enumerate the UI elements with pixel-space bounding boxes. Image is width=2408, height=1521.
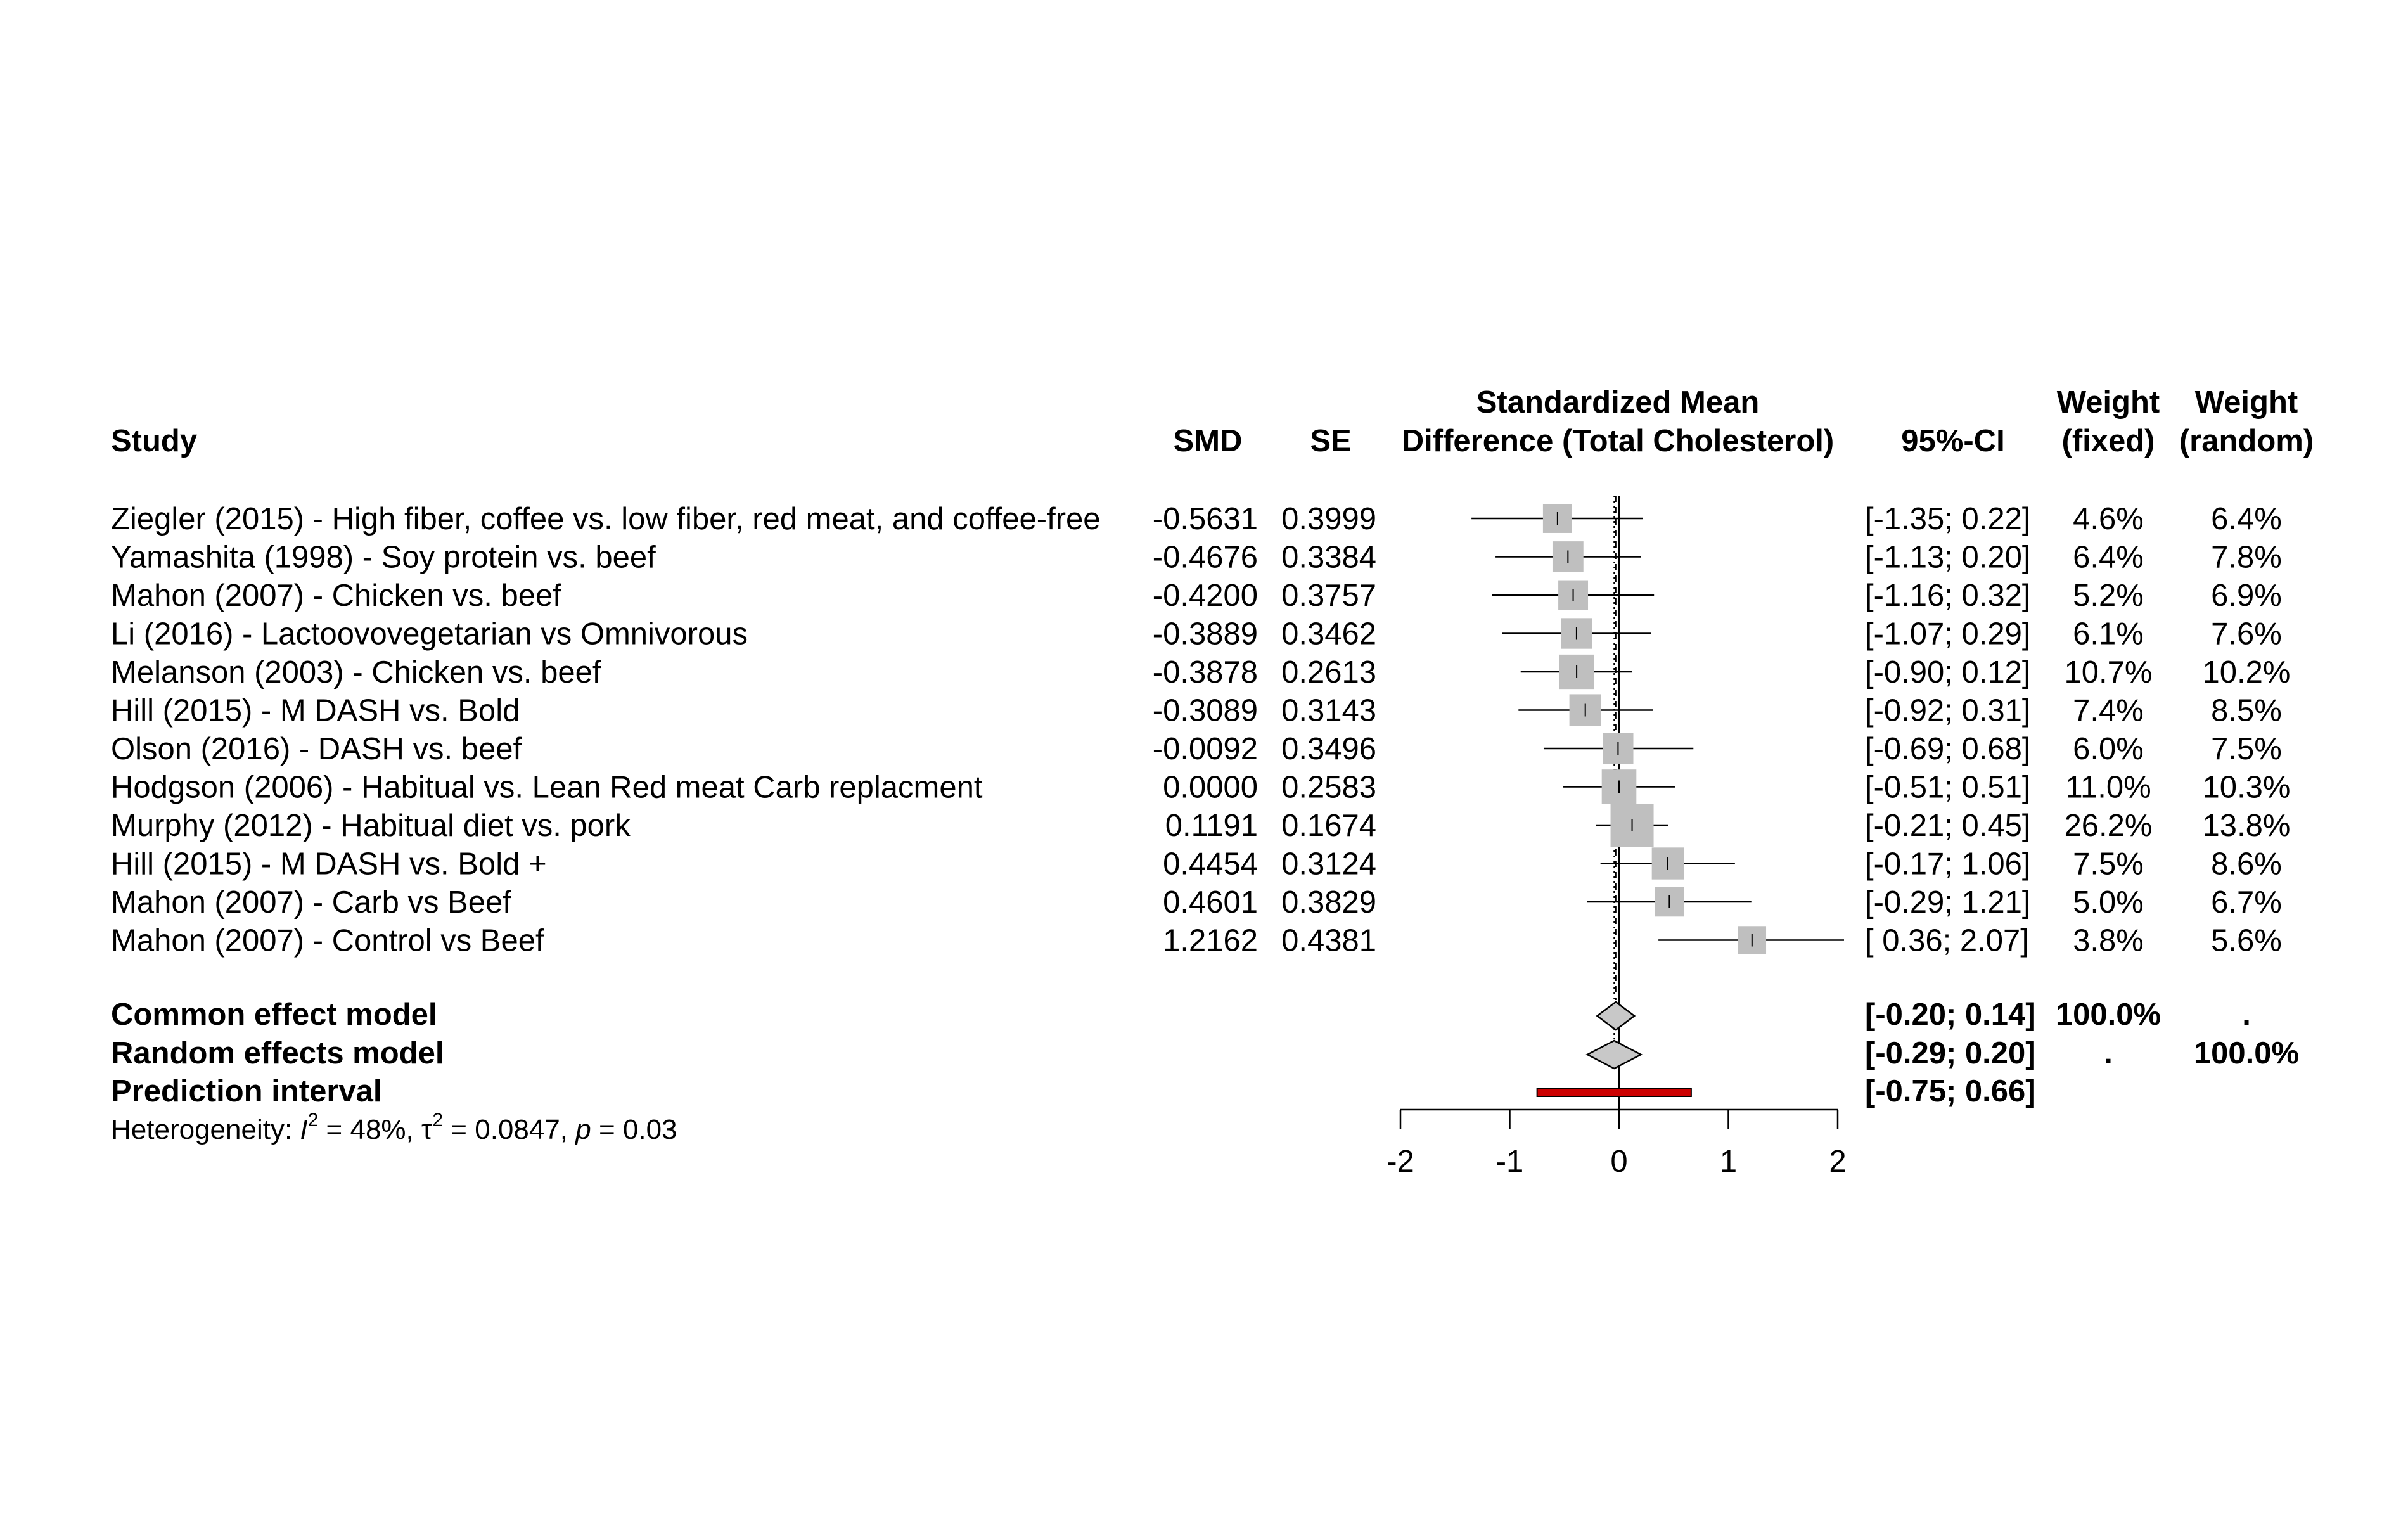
- study-weight-fixed: 5.2%: [2073, 579, 2144, 613]
- study-ci: [-0.51; 0.51]: [1865, 770, 2031, 805]
- study-weight-random: 13.8%: [2202, 809, 2291, 843]
- study-ci: [-1.07; 0.29]: [1865, 617, 2031, 651]
- study-weight-random: 10.2%: [2202, 655, 2291, 690]
- study-weight-random: 7.6%: [2211, 617, 2282, 651]
- header-ci: 95%-CI: [1901, 424, 2005, 458]
- study-se: 0.3829: [1281, 885, 1376, 920]
- het-p-symbol: p: [575, 1114, 591, 1145]
- study-smd: 1.2162: [1163, 923, 1258, 958]
- column-headers: [111, 385, 2314, 458]
- study-label: Hill (2015) - M DASH vs. Bold: [111, 693, 520, 728]
- study-ci: [-1.16; 0.32]: [1865, 579, 2031, 613]
- study-ci: [-0.29; 1.21]: [1865, 885, 2031, 920]
- study-se: 0.2583: [1281, 770, 1376, 805]
- summary-rows: [111, 998, 2299, 1108]
- study-weight-fixed: 3.8%: [2073, 923, 2144, 958]
- study-smd: -0.0092: [1152, 732, 1258, 766]
- study-label: Olson (2016) - DASH vs. beef: [111, 732, 522, 766]
- study-marker: [1601, 847, 1735, 879]
- random-effects-ci: [-0.29; 0.20]: [1865, 1036, 2036, 1070]
- study-row: [111, 579, 2282, 613]
- study-se: 0.3757: [1281, 579, 1376, 613]
- study-marker: [1544, 733, 1693, 764]
- x-tick-label: 1: [1719, 1145, 1738, 1179]
- header-plot-line2: Difference (Total Cholesterol): [1401, 424, 1835, 458]
- het-p-value: = 0.03: [591, 1114, 677, 1145]
- study-label: Ziegler (2015) - High fiber, coffee vs. low fiber, red meat, and coffee-free: [111, 502, 1101, 536]
- study-marker: [1658, 926, 1844, 954]
- study-row: [111, 924, 2282, 958]
- study-weight-random: 10.3%: [2202, 770, 2291, 805]
- study-marker: [1502, 618, 1651, 648]
- study-se: 0.3462: [1281, 617, 1376, 651]
- study-smd: 0.4454: [1163, 847, 1258, 882]
- common-effect-weight-random: .: [2242, 998, 2251, 1032]
- prediction-interval-ci: [-0.75; 0.66]: [1865, 1074, 2036, 1108]
- plot-area: [1387, 496, 1846, 1179]
- study-weight-fixed: 6.0%: [2073, 732, 2144, 766]
- study-ci: [-0.17; 1.06]: [1865, 847, 2031, 882]
- study-label: Li (2016) - Lactoovovegetarian vs Omnivorous: [111, 617, 748, 651]
- random-effects-weight-fixed: .: [2104, 1036, 2113, 1070]
- study-weight-fixed: 7.4%: [2073, 693, 2144, 728]
- study-rows: [111, 502, 2290, 958]
- study-label: Mahon (2007) - Carb vs Beef: [111, 885, 511, 920]
- study-weight-fixed: 26.2%: [2064, 809, 2153, 843]
- study-row: [111, 732, 2282, 766]
- study-ci: [-0.92; 0.31]: [1865, 693, 2031, 728]
- study-se: 0.3124: [1281, 847, 1376, 882]
- header-plot-line1: Standardized Mean: [1476, 385, 1760, 420]
- prediction-interval-label: Prediction interval: [111, 1074, 382, 1108]
- study-label: Melanson (2003) - Chicken vs. beef: [111, 655, 601, 690]
- het-tau-symbol: τ: [421, 1114, 433, 1145]
- study-row: [111, 502, 2282, 536]
- header-weight-random-line2: (random): [2179, 424, 2314, 458]
- study-marker: [1563, 769, 1675, 804]
- study-weight-fixed: 10.7%: [2064, 655, 2153, 690]
- study-row: [111, 847, 2282, 882]
- x-tick-label: 0: [1610, 1145, 1628, 1179]
- heterogeneity-text: [111, 1110, 677, 1145]
- study-ci: [-1.35; 0.22]: [1865, 502, 2031, 536]
- study-weight-fixed: 7.5%: [2073, 847, 2144, 882]
- het-i2-sup: 2: [307, 1110, 319, 1131]
- het-tau-sup: 2: [432, 1110, 444, 1131]
- random-effects-weight-random: 100.0%: [2193, 1036, 2300, 1070]
- study-ci: [-0.21; 0.45]: [1865, 809, 2031, 843]
- study-weight-random: 7.8%: [2211, 540, 2282, 575]
- het-tau-value: = 0.0847,: [443, 1114, 576, 1145]
- study-label: Yamashita (1998) - Soy protein vs. beef: [111, 540, 656, 575]
- study-weight-fixed: 6.1%: [2073, 617, 2144, 651]
- study-row: [111, 771, 2290, 805]
- study-ci: [-0.69; 0.68]: [1865, 732, 2031, 766]
- study-marker: [1471, 504, 1643, 533]
- random-effects-diamond: [1587, 1041, 1641, 1069]
- study-se: 0.3496: [1281, 732, 1376, 766]
- study-weight-random: 5.6%: [2211, 923, 2282, 958]
- study-row: [111, 885, 2282, 920]
- het-i2-value: = 48%,: [318, 1114, 421, 1145]
- study-smd: -0.4676: [1152, 540, 1258, 575]
- study-se: 0.1674: [1281, 809, 1376, 843]
- study-smd: 0.0000: [1163, 770, 1258, 805]
- study-marker: [1587, 887, 1752, 917]
- header-study: Study: [111, 424, 198, 458]
- het-prefix: Heterogeneity:: [111, 1114, 300, 1145]
- study-smd: -0.5631: [1152, 502, 1258, 536]
- study-row: [111, 809, 2290, 843]
- study-weight-random: 7.5%: [2211, 732, 2282, 766]
- study-smd: 0.4601: [1163, 885, 1258, 920]
- study-marker: [1492, 581, 1654, 610]
- header-weight-fixed-line1: Weight: [2056, 385, 2160, 420]
- study-ci: [ 0.36; 2.07]: [1865, 923, 2029, 958]
- study-smd: -0.3089: [1152, 693, 1258, 728]
- study-row: [111, 694, 2282, 728]
- study-se: 0.3999: [1281, 502, 1376, 536]
- study-se: 0.2613: [1281, 655, 1376, 690]
- study-smd: -0.3889: [1152, 617, 1258, 651]
- header-se: SE: [1310, 424, 1352, 458]
- study-se: 0.3384: [1281, 540, 1376, 575]
- study-weight-fixed: 6.4%: [2073, 540, 2144, 575]
- study-smd: -0.4200: [1152, 579, 1258, 613]
- x-tick-label: -2: [1387, 1145, 1414, 1179]
- study-label: Mahon (2007) - Control vs Beef: [111, 923, 544, 958]
- common-effect-diamond: [1598, 1002, 1635, 1030]
- study-row: [111, 541, 2282, 575]
- study-smd: 0.1191: [1165, 809, 1258, 843]
- study-row: [111, 617, 2282, 651]
- study-label: Mahon (2007) - Chicken vs. beef: [111, 579, 561, 613]
- header-weight-random-line1: Weight: [2194, 385, 2298, 420]
- study-weight-random: 8.5%: [2211, 693, 2282, 728]
- study-label: Hill (2015) - M DASH vs. Bold +: [111, 847, 547, 882]
- study-se: 0.4381: [1281, 923, 1376, 958]
- study-row: [111, 655, 2290, 690]
- study-ci: [-0.90; 0.12]: [1865, 655, 2031, 690]
- study-weight-random: 6.7%: [2211, 885, 2282, 920]
- x-tick-label: 2: [1829, 1145, 1847, 1179]
- prediction-interval-bar: [1537, 1089, 1691, 1096]
- common-effect-label: Common effect model: [111, 998, 437, 1032]
- study-weight-random: 6.9%: [2211, 579, 2282, 613]
- study-label: Murphy (2012) - Habitual diet vs. pork: [111, 809, 631, 843]
- study-marker: [1596, 804, 1668, 847]
- header-weight-fixed-line2: (fixed): [2061, 424, 2155, 458]
- study-weight-fixed: 5.0%: [2073, 885, 2144, 920]
- random-effects-label: Random effects model: [111, 1036, 444, 1070]
- het-i2-symbol: I: [300, 1114, 308, 1145]
- study-smd: -0.3878: [1152, 655, 1258, 690]
- study-weight-random: 6.4%: [2211, 502, 2282, 536]
- x-tick-label: -1: [1495, 1145, 1524, 1179]
- study-weight-fixed: 4.6%: [2073, 502, 2144, 536]
- study-ci: [-1.13; 0.20]: [1865, 540, 2031, 575]
- study-weight-fixed: 11.0%: [2065, 770, 2151, 805]
- common-effect-ci: [-0.20; 0.14]: [1865, 998, 2036, 1032]
- header-smd: SMD: [1173, 424, 1243, 458]
- study-marker: [1518, 694, 1653, 726]
- study-weight-random: 8.6%: [2211, 847, 2282, 882]
- common-effect-weight-fixed: 100.0%: [2055, 998, 2161, 1032]
- study-se: 0.3143: [1281, 693, 1376, 728]
- study-label: Hodgson (2006) - Habitual vs. Lean Red meat Carb replacment: [111, 770, 983, 805]
